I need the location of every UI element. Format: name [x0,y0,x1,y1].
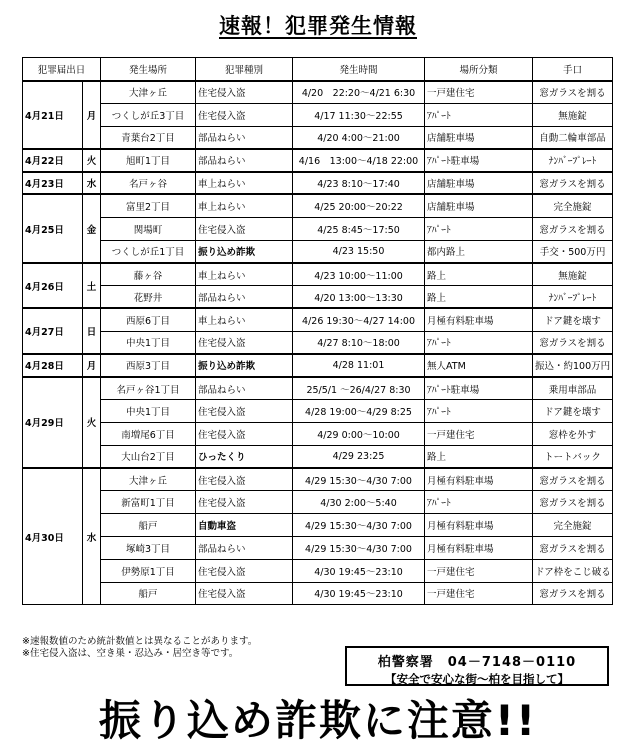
table-row [23,559,613,582]
incident-time: 4/29 0:00～10:00 [293,422,425,445]
table-row [23,240,613,263]
location-type: 都内路上 [425,240,533,263]
date-group [23,377,613,468]
date-group [23,308,613,354]
table-row [23,126,613,149]
table-row [23,400,613,423]
crime-method: 振込・約100万円 [533,354,613,377]
report-date: 4月28日 [23,354,83,377]
report-date: 4月22日 [23,149,83,172]
report-date: 4月25日 [23,194,83,262]
incident-time: 4/29 23:25 [293,445,425,468]
crime-method: ドア枠をこじ破る [533,559,613,582]
incident-place: 花野井 [101,286,196,309]
location-type: ｱﾊﾟｰﾄ駐車場 [425,149,533,172]
table-row [23,263,613,286]
table-row [23,81,613,104]
crime-method: 乗用車部品 [533,377,613,400]
location-type: ｱﾊﾟｰﾄ駐車場 [425,377,533,400]
crime-type: 自動車盗 [196,514,293,537]
incident-time: 4/30 2:00～5:40 [293,491,425,514]
incident-time: 4/29 15:30～4/30 7:00 [293,536,425,559]
incident-time: 4/20 22:20～4/21 6:30 [293,81,425,104]
incident-place: つくしが丘1丁目 [101,240,196,263]
table-row [23,582,613,605]
crime-table [22,57,613,605]
incident-place: 塚崎3丁目 [101,536,196,559]
table-row [23,445,613,468]
incident-place: 青葉台2丁目 [101,126,196,149]
crime-method: 手交・500万円 [533,240,613,263]
crime-type: 車上ねらい [196,194,293,217]
date-group [23,194,613,262]
incident-place: 藤ヶ谷 [101,263,196,286]
location-type: 無人ATM [425,354,533,377]
crime-type: 車上ねらい [196,172,293,195]
note-2: ※住宅侵入盗は、空き巣・忍込み・居空き等です。 [22,648,239,659]
report-date: 4月29日 [23,377,83,468]
table-row [23,194,613,217]
location-type: 一戸建住宅 [425,81,533,104]
report-date: 4月27日 [23,308,83,354]
incident-place: 大山台2丁目 [101,445,196,468]
crime-method: 完全施錠 [533,514,613,537]
crime-method: 窓ガラスを割る [533,468,613,491]
crime-type: 車上ねらい [196,263,293,286]
crime-type: 住宅侵入盗 [196,422,293,445]
location-type: 路上 [425,263,533,286]
incident-place: 西原3丁目 [101,354,196,377]
incident-place: 船戸 [101,514,196,537]
crime-method: 自動二輪車部品 [533,126,613,149]
crime-method: 無施錠 [533,263,613,286]
location-type: 月極有料駐車場 [425,514,533,537]
incident-time: 4/29 15:30～4/30 7:00 [293,514,425,537]
location-type: 月極有料駐車場 [425,308,533,331]
location-type: 店舗駐車場 [425,194,533,217]
header-place: 発生場所 [101,58,196,81]
incident-time: 4/28 11:01 [293,354,425,377]
location-type: ｱﾊﾟｰﾄ [425,217,533,240]
incident-time: 4/27 8:10～18:00 [293,331,425,354]
header-location-type: 場所分類 [425,58,533,81]
day-of-week: 日 [83,308,101,354]
incident-place: 大津ヶ丘 [101,468,196,491]
incident-place: 富里2丁目 [101,194,196,217]
table-row [23,331,613,354]
incident-place: 船戸 [101,582,196,605]
report-date: 4月30日 [23,468,83,605]
table-row [23,217,613,240]
date-group [23,263,613,309]
crime-type: 住宅侵入盗 [196,400,293,423]
crime-type: 住宅侵入盗 [196,582,293,605]
crime-type: 住宅侵入盗 [196,559,293,582]
crime-type: 部品ねらい [196,149,293,172]
day-of-week: 水 [83,468,101,605]
location-type: 一戸建住宅 [425,559,533,582]
incident-time: 4/28 19:00～4/29 8:25 [293,400,425,423]
day-of-week: 月 [83,81,101,149]
incident-time: 25/5/1 ～26/4/27 8:30 [293,377,425,400]
date-group [23,354,613,377]
crime-type: ひったくり [196,445,293,468]
notes [22,636,257,660]
date-group [23,468,613,605]
police-slogan: 【安全で安心な街～柏を目指して】 [385,672,569,686]
crime-method: ドア鍵を壊す [533,308,613,331]
incident-time: 4/26 19:30～4/27 14:00 [293,308,425,331]
location-type: 路上 [425,286,533,309]
location-type: 路上 [425,445,533,468]
location-type: 一戸建住宅 [425,582,533,605]
crime-type: 住宅侵入盗 [196,81,293,104]
crime-method: 完全施錠 [533,194,613,217]
crime-type: 部品ねらい [196,286,293,309]
table-row [23,491,613,514]
incident-place: 名戸ヶ谷 [101,172,196,195]
date-group [23,149,613,172]
location-type: 店舗駐車場 [425,126,533,149]
crime-method: 窓ガラスを割る [533,331,613,354]
day-of-week: 水 [83,172,101,195]
location-type: ｱﾊﾟｰﾄ [425,491,533,514]
incident-place: 中央1丁目 [101,400,196,423]
incident-place: 南増尾6丁目 [101,422,196,445]
incident-time: 4/20 13:00～13:30 [293,286,425,309]
report-date: 4月23日 [23,172,83,195]
police-phone: 04－7148－0110 [447,655,577,670]
table-row [23,149,613,172]
header-time: 発生時間 [293,58,425,81]
warning-banner: 振り込め詐欺に注意!! [98,696,538,745]
date-group [23,172,613,195]
crime-method: 窓ガラスを割る [533,217,613,240]
crime-method: 無施錠 [533,103,613,126]
crime-method: 窓ガラスを割る [533,582,613,605]
location-type: ｱﾊﾟｰﾄ [425,103,533,126]
police-box [345,646,609,686]
incident-place: 新富町1丁目 [101,491,196,514]
page-title: 速報！犯罪発生情報 [219,14,417,38]
header-method: 手口 [533,58,613,81]
incident-time: 4/20 4:00～21:00 [293,126,425,149]
crime-type: 車上ねらい [196,308,293,331]
table-row [23,422,613,445]
incident-time: 4/23 15:50 [293,240,425,263]
crime-method: 窓ガラスを割る [533,491,613,514]
table-row [23,286,613,309]
table-header-row [23,58,613,81]
location-type: 一戸建住宅 [425,422,533,445]
day-of-week: 金 [83,194,101,262]
crime-type: 部品ねらい [196,536,293,559]
crime-type: 部品ねらい [196,377,293,400]
crime-type: 部品ねらい [196,126,293,149]
header-date: 犯罪届出日 [23,58,101,81]
location-type: 月極有料駐車場 [425,536,533,559]
incident-place: つくしが丘3丁目 [101,103,196,126]
incident-time: 4/30 19:45～23:10 [293,582,425,605]
crime-method: ドア鍵を壊す [533,400,613,423]
location-type: ｱﾊﾟｰﾄ [425,331,533,354]
crime-type: 住宅侵入盗 [196,217,293,240]
table-row [23,103,613,126]
day-of-week: 月 [83,354,101,377]
day-of-week: 土 [83,263,101,309]
report-date: 4月26日 [23,263,83,309]
incident-time: 4/23 10:00～11:00 [293,263,425,286]
incident-time: 4/17 11:30～22:55 [293,103,425,126]
crime-method: ﾅﾝﾊﾞｰﾌﾟﾚｰﾄ [533,149,613,172]
incident-place: 伊勢原1丁目 [101,559,196,582]
incident-place: 大津ヶ丘 [101,81,196,104]
crime-method: 窓ガラスを割る [533,536,613,559]
crime-type: 住宅侵入盗 [196,491,293,514]
table-row [23,536,613,559]
location-type: 月極有料駐車場 [425,468,533,491]
incident-place: 中央1丁目 [101,331,196,354]
incident-time: 4/25 20:00～20:22 [293,194,425,217]
day-of-week: 火 [83,377,101,468]
table-row [23,354,613,377]
date-group [23,81,613,149]
crime-method: ﾅﾝﾊﾞｰﾌﾟﾚｰﾄ [533,286,613,309]
crime-type: 振り込め詐欺 [196,240,293,263]
crime-method: 窓枠を外す [533,422,613,445]
location-type: 店舗駐車場 [425,172,533,195]
crime-type: 住宅侵入盗 [196,468,293,491]
crime-method: 窓ガラスを割る [533,81,613,104]
table-row [23,308,613,331]
incident-place: 名戸ヶ谷1丁目 [101,377,196,400]
incident-place: 西原6丁目 [101,308,196,331]
incident-time: 4/29 15:30～4/30 7:00 [293,468,425,491]
table-row [23,172,613,195]
crime-type: 住宅侵入盗 [196,331,293,354]
incident-time: 4/30 19:45～23:10 [293,559,425,582]
crime-type: 振り込め詐欺 [196,354,293,377]
day-of-week: 火 [83,149,101,172]
table-row [23,377,613,400]
incident-place: 旭町1丁目 [101,149,196,172]
crime-method: 窓ガラスを割る [533,172,613,195]
table-row [23,468,613,491]
location-type: ｱﾊﾟｰﾄ [425,400,533,423]
police-name: 柏警察署 [377,655,434,670]
incident-time: 4/25 8:45～17:50 [293,217,425,240]
note-1: ※速報数値のため統計数値とは異なることがあります。 [22,636,258,647]
crime-method: トートバック [533,445,613,468]
report-date: 4月21日 [23,81,83,149]
incident-time: 4/16 13:00～4/18 22:00 [293,149,425,172]
crime-type: 住宅侵入盗 [196,103,293,126]
table-row [23,514,613,537]
incident-place: 関場町 [101,217,196,240]
header-kind: 犯罪種別 [196,58,293,81]
incident-time: 4/23 8:10～17:40 [293,172,425,195]
